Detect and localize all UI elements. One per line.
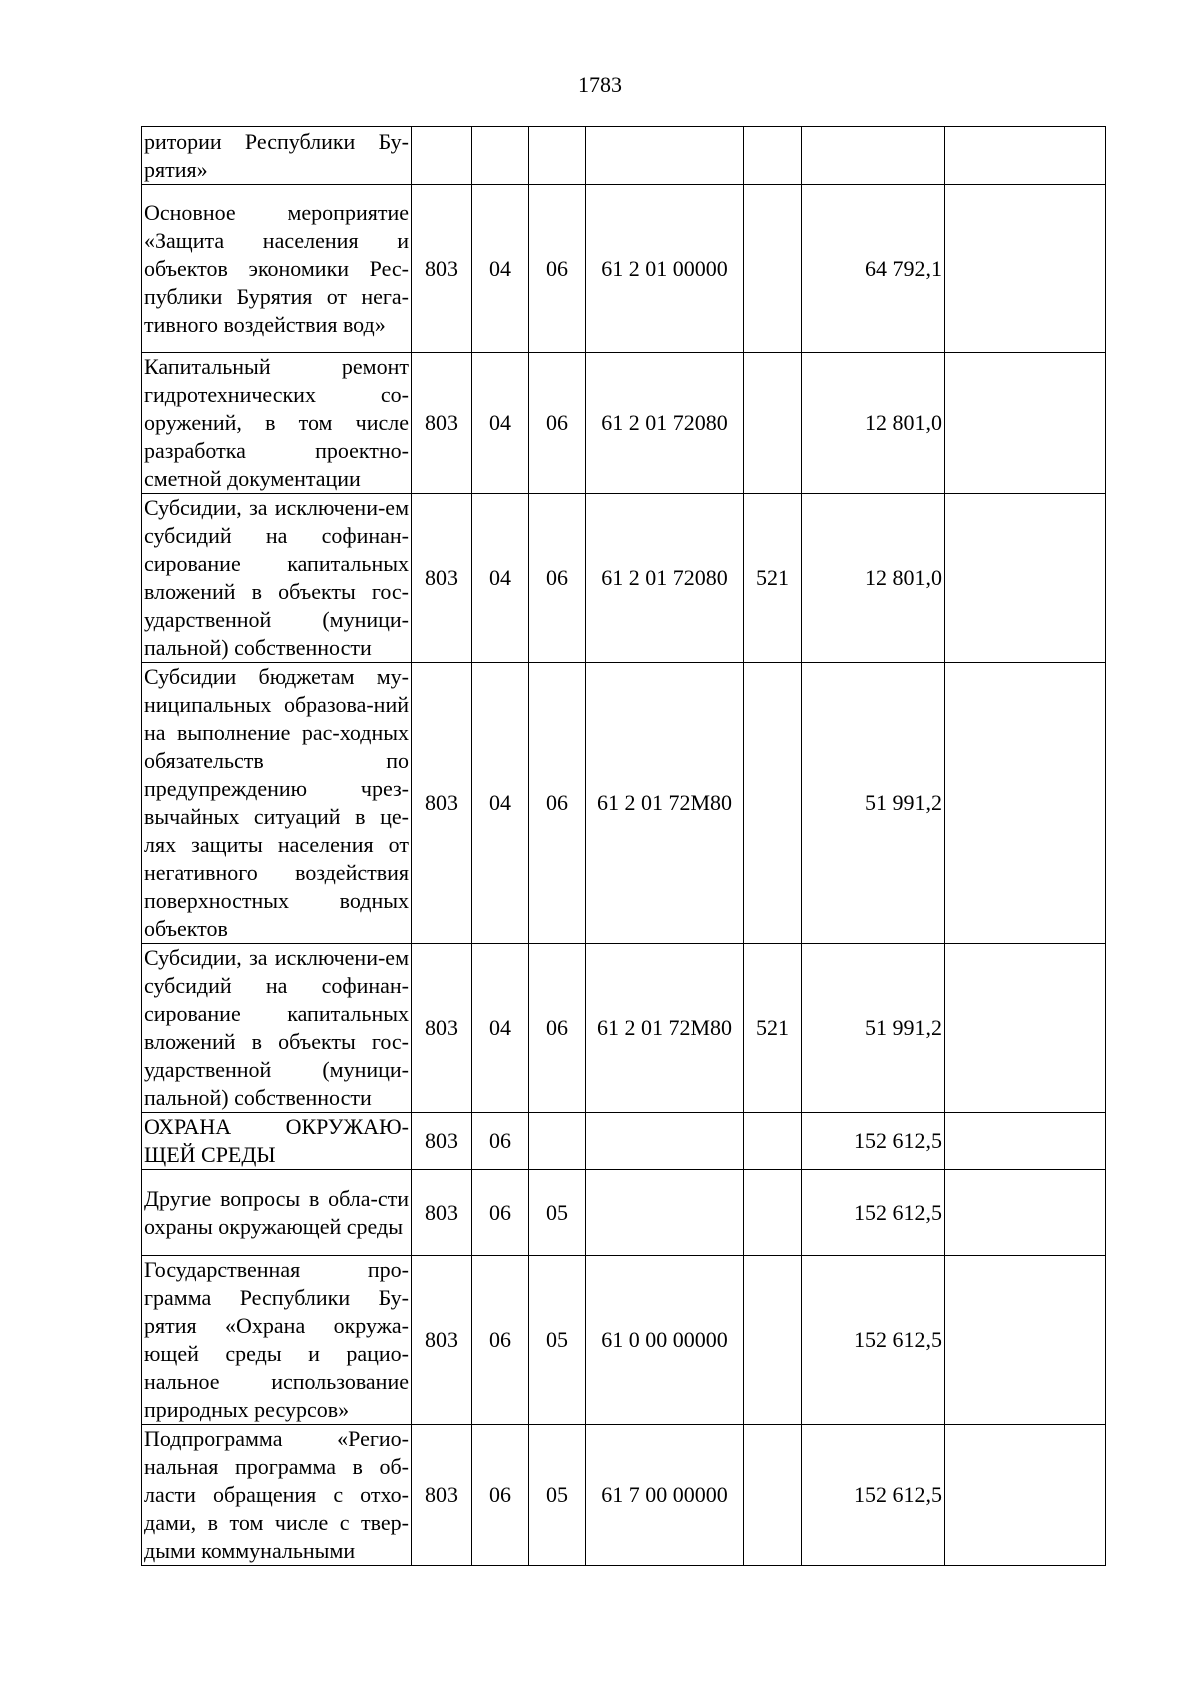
grbs-cell: 803 (412, 1113, 472, 1170)
target-article-cell: 61 2 01 00000 (586, 185, 744, 353)
section-cell: 04 (472, 663, 529, 944)
target-article-cell: 61 2 01 72М80 (586, 944, 744, 1113)
extra-cell (945, 185, 1106, 353)
grbs-cell: 803 (412, 185, 472, 353)
row-name-cell: Подпрограмма «Регио-нальная программа в об-ласти обращения с отхо-дами, в том числе с твер-дыми коммунальными (142, 1425, 412, 1566)
target-article-cell: 61 2 01 72М80 (586, 663, 744, 944)
expense-type-cell: 521 (744, 494, 802, 663)
section-cell: 06 (472, 1256, 529, 1425)
table-row (142, 1170, 1106, 1256)
subsection-cell: 06 (529, 944, 586, 1113)
amount-cell: 12 801,0 (802, 353, 945, 494)
amount-cell: 51 991,2 (802, 944, 945, 1113)
table-row (142, 494, 1106, 663)
section-cell: 04 (472, 494, 529, 663)
extra-cell (945, 1425, 1106, 1566)
extra-cell (945, 1113, 1106, 1170)
section-cell (472, 127, 529, 185)
target-article-cell (586, 1113, 744, 1170)
amount-cell (802, 127, 945, 185)
grbs-cell: 803 (412, 1256, 472, 1425)
section-cell: 04 (472, 944, 529, 1113)
expense-type-cell (744, 353, 802, 494)
grbs-cell: 803 (412, 353, 472, 494)
amount-cell: 152 612,5 (802, 1256, 945, 1425)
subsection-cell: 05 (529, 1256, 586, 1425)
expense-type-cell: 521 (744, 944, 802, 1113)
extra-cell (945, 353, 1106, 494)
section-cell: 04 (472, 185, 529, 353)
grbs-cell: 803 (412, 1170, 472, 1256)
target-article-cell (586, 1170, 744, 1256)
section-cell: 04 (472, 353, 529, 494)
expense-type-cell (744, 663, 802, 944)
section-cell: 06 (472, 1425, 529, 1566)
expense-type-cell (744, 185, 802, 353)
table-row (142, 1113, 1106, 1170)
amount-cell: 152 612,5 (802, 1425, 945, 1566)
subsection-cell: 06 (529, 353, 586, 494)
table-row (142, 127, 1106, 185)
target-article-cell: 61 2 01 72080 (586, 353, 744, 494)
grbs-cell (412, 127, 472, 185)
grbs-cell: 803 (412, 944, 472, 1113)
subsection-cell: 06 (529, 494, 586, 663)
row-name-cell: Другие вопросы в обла-сти охраны окружающей среды (142, 1170, 412, 1256)
target-article-cell (586, 127, 744, 185)
subsection-cell (529, 1113, 586, 1170)
extra-cell (945, 944, 1106, 1113)
row-name-cell: Капитальный ремонт гидротехнических со-оружений, в том числе разработка проектно-сметной документации (142, 353, 412, 494)
subsection-cell (529, 127, 586, 185)
subsection-cell: 06 (529, 185, 586, 353)
page-number: 1783 (578, 72, 622, 97)
grbs-cell: 803 (412, 663, 472, 944)
amount-cell: 12 801,0 (802, 494, 945, 663)
amount-cell: 51 991,2 (802, 663, 945, 944)
row-name-cell: ритории Республики Бу-рятия» (142, 127, 412, 185)
section-cell: 06 (472, 1113, 529, 1170)
subsection-cell: 05 (529, 1425, 586, 1566)
budget-table (141, 126, 1106, 1566)
extra-cell (945, 1170, 1106, 1256)
grbs-cell: 803 (412, 494, 472, 663)
table-row (142, 1425, 1106, 1566)
expense-type-cell (744, 1170, 802, 1256)
extra-cell (945, 494, 1106, 663)
table-row (142, 944, 1106, 1113)
expense-type-cell (744, 1425, 802, 1566)
expense-type-cell (744, 1113, 802, 1170)
amount-cell: 152 612,5 (802, 1170, 945, 1256)
budget-table-body (142, 127, 1106, 1566)
expense-type-cell (744, 1256, 802, 1425)
target-article-cell: 61 0 00 00000 (586, 1256, 744, 1425)
subsection-cell: 06 (529, 663, 586, 944)
table-row (142, 185, 1106, 353)
extra-cell (945, 663, 1106, 944)
row-name-cell: ОХРАНА ОКРУЖАЮ-ЩЕЙ СРЕДЫ (142, 1113, 412, 1170)
amount-cell: 64 792,1 (802, 185, 945, 353)
extra-cell (945, 1256, 1106, 1425)
target-article-cell: 61 2 01 72080 (586, 494, 744, 663)
target-article-cell: 61 7 00 00000 (586, 1425, 744, 1566)
row-name-cell: Субсидии, за исключени-ем субсидий на софинан-сирование капитальных вложений в объекты гос-ударственной (муници-пальной) собственности (142, 944, 412, 1113)
expense-type-cell (744, 127, 802, 185)
row-name-cell: Основное мероприятие «Защита населения и объектов экономики Рес-публики Бурятия от нега-тивного воздействия вод» (142, 185, 412, 353)
row-name-cell: Субсидии бюджетам му-ниципальных образова-ний на выполнение рас-ходных обязательств по предупреждению чрез-вычайных ситуаций в це-лях защиты населения от негативного воздействия поверхностных водных объектов (142, 663, 412, 944)
section-cell: 06 (472, 1170, 529, 1256)
amount-cell: 152 612,5 (802, 1113, 945, 1170)
table-row (142, 353, 1106, 494)
subsection-cell: 05 (529, 1170, 586, 1256)
row-name-cell: Государственная про-грамма Республики Бу-рятия «Охрана окружа-ющей среды и рацио-нальное использование природных ресурсов» (142, 1256, 412, 1425)
extra-cell (945, 127, 1106, 185)
table-row (142, 1256, 1106, 1425)
table-row (142, 663, 1106, 944)
row-name-cell: Субсидии, за исключени-ем субсидий на софинан-сирование капитальных вложений в объекты гос-ударственной (муници-пальной) собственности (142, 494, 412, 663)
grbs-cell: 803 (412, 1425, 472, 1566)
